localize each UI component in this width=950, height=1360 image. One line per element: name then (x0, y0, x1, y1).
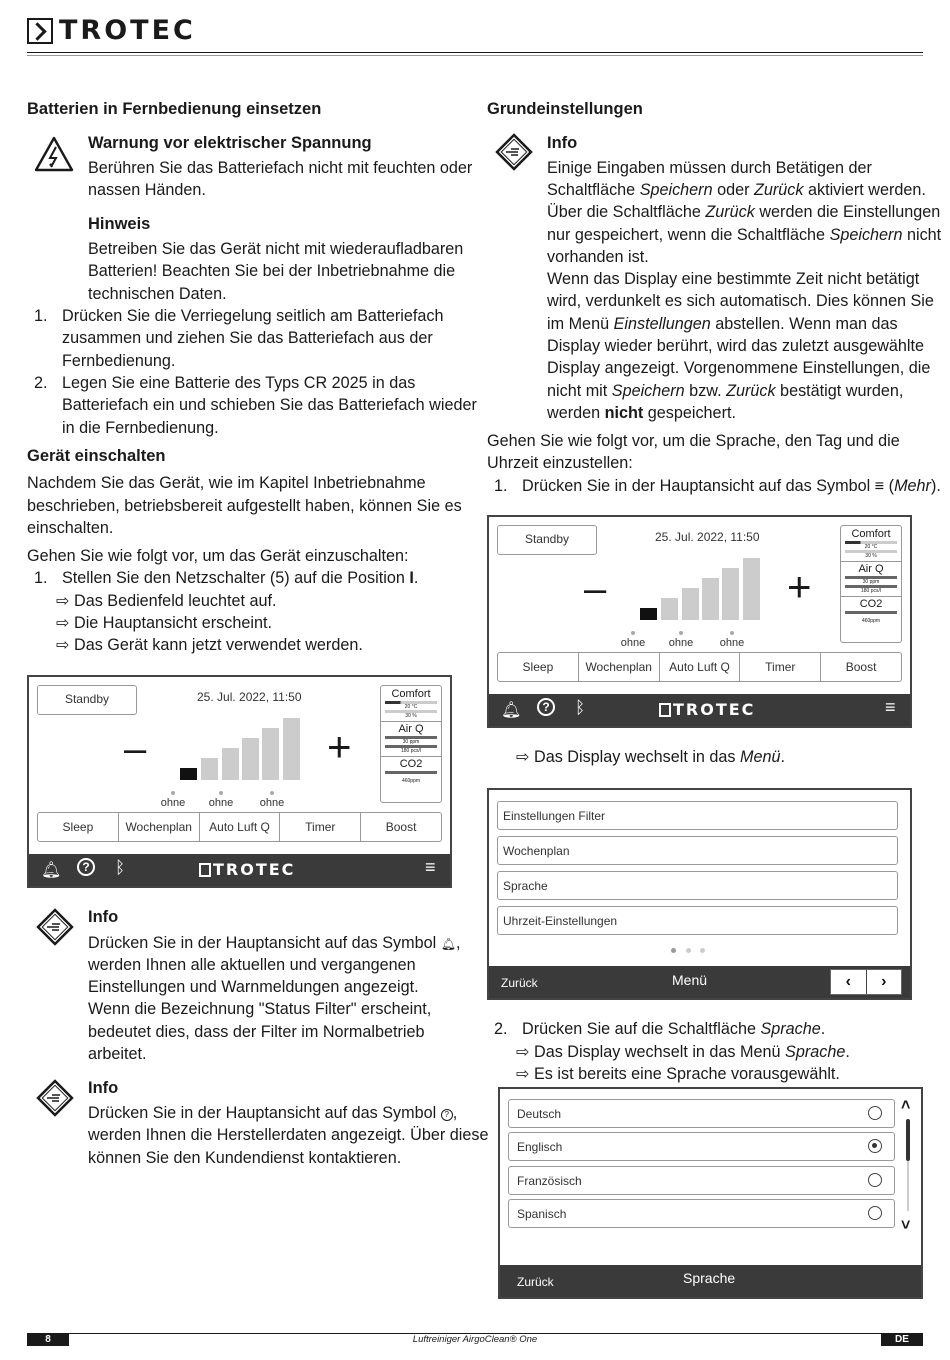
menu-icon[interactable]: ≡ (425, 857, 436, 877)
fan-level-bar (262, 728, 279, 780)
help-icon[interactable]: ? (537, 698, 555, 716)
airq-pcs: 180 pcs/l (860, 588, 881, 594)
warning-text-1: Berühren Sie das Batteriefach nicht mit feuchten oder (88, 159, 473, 177)
menu-icon: ≡ (874, 477, 885, 495)
menu-title: Menü (672, 972, 708, 988)
page-dot-active (671, 948, 676, 953)
ohne-label: ohne (668, 631, 694, 649)
info1-line-2: werden Ihnen alle aktuellen und vergangenen (88, 956, 416, 974)
mode-auto-luft-q[interactable]: Auto Luft Q (660, 653, 741, 681)
info-title: Info (547, 134, 578, 152)
airq-label[interactable]: Air Q (858, 563, 884, 575)
comfort-hum: 30 % (865, 553, 877, 559)
info1-line-3: Einstellungen und Warnmeldungen angezeigt. (88, 978, 419, 996)
scroll-up-icon[interactable]: ˄ (901, 1097, 911, 1114)
page-dot (686, 948, 691, 953)
airq-pcs: 180 pcs/l (400, 748, 421, 754)
info1-title: Info (88, 908, 119, 926)
status-dot (679, 631, 683, 635)
footer-title: Luftreiniger AirgoClean® One (412, 1334, 538, 1345)
info1-line-1: Drücken Sie in der Hauptansicht auf das Symbol 🔔︎, (88, 934, 461, 952)
result-arrow-icon: ⇨ (516, 1065, 530, 1083)
fan-level-bar (722, 568, 739, 620)
result-line: ⇨ Das Bedienfeld leuchtet auf. (56, 590, 276, 612)
plus-button[interactable]: + (787, 563, 812, 610)
footer-language: DE (881, 1334, 923, 1346)
bottom-toolbar (29, 854, 450, 886)
comfort-hum: 30 % (405, 713, 417, 719)
co2-label[interactable]: CO2 (399, 758, 423, 770)
radio-selected-icon[interactable] (868, 1139, 882, 1153)
back-button[interactable]: Zurück (501, 976, 538, 990)
bell-icon: 🔔︎ (440, 937, 456, 951)
info2-line-3: können Sie den Kundendienst kontaktieren. (88, 1149, 402, 1167)
language-footer-bar (500, 1265, 921, 1297)
language-screen (498, 1087, 923, 1299)
step1-line-1: Drücken Sie die Verriegelung seitlich am Batteriefach (62, 307, 444, 325)
bottom-toolbar (489, 694, 910, 726)
main-view-screen-left (27, 675, 452, 888)
status-panel (380, 685, 442, 803)
result-line: ⇨ Die Hauptansicht erscheint. (56, 612, 272, 634)
fan-level-bar (283, 718, 300, 780)
step1-line-3: Fernbedienung. (62, 352, 176, 370)
step-number: 1. (34, 569, 48, 587)
language-option-spanisch[interactable]: Spanisch (508, 1199, 895, 1228)
plus-button[interactable]: + (327, 723, 352, 770)
menu-item-time-settings[interactable]: Uhrzeit-Einstellungen (497, 906, 898, 935)
ohne-label: ohne (208, 791, 234, 809)
status-dot (631, 631, 635, 635)
step2-line-2: Batteriefach ein und schieben Sie das Batteriefach wieder (62, 396, 477, 414)
on-step-text: Stellen Sie den Netzschalter (5) auf die Position I. (62, 569, 419, 587)
step-number: 1. (494, 477, 508, 495)
scrollbar-track (907, 1161, 909, 1211)
language-title: Sprache (683, 1270, 736, 1286)
standby-button[interactable]: Standby (497, 525, 597, 555)
ohne-label: ohne (160, 791, 186, 809)
info-hand-icon (494, 132, 534, 172)
mode-bar (37, 812, 442, 842)
section-title-batteries: Batterien in Fernbedienung einsetzen (27, 100, 322, 118)
mode-sleep[interactable]: Sleep (38, 813, 119, 841)
co2-ppm: 460ppm (401, 778, 421, 784)
datetime: 25. Jul. 2022, 11:50 (197, 690, 302, 704)
result-line: ⇨ Das Display wechselt in das Menü Sprache. (516, 1041, 850, 1063)
info-line: nur gespeichert, wenn die Schaltfläche Speichern nicht (547, 226, 942, 244)
fan-level-bar (242, 738, 259, 780)
language-option-franzoesisch[interactable]: Französisch (508, 1166, 895, 1195)
help-icon: ? (441, 1109, 453, 1121)
status-dot (219, 791, 223, 795)
fan-level-bar (743, 558, 760, 620)
fan-level-bar (702, 578, 719, 620)
header-rule-thin (27, 55, 923, 56)
minus-button[interactable]: – (124, 727, 147, 771)
step2-line-3: in die Fernbedienung. (62, 419, 219, 437)
pager (830, 969, 902, 995)
bell-icon[interactable]: 🔔︎ (41, 862, 62, 879)
bell-icon[interactable]: 🔔︎ (501, 702, 522, 719)
mode-timer[interactable]: Timer (280, 813, 361, 841)
back-button[interactable]: Zurück (517, 1275, 554, 1289)
bluetooth-icon[interactable]: ᛒ (575, 698, 586, 717)
radio-icon[interactable] (868, 1106, 882, 1120)
info-line: wird, verdunkelt es sich automatisch. Dies können Sie (547, 292, 934, 310)
info-hand-icon (35, 1078, 75, 1118)
logo-mark-icon (27, 18, 53, 44)
datetime: 25. Jul. 2022, 11:50 (655, 530, 760, 544)
hint-line-3: technischen Daten. (88, 285, 227, 303)
step1-line-2: zusammen und ziehen Sie das Batteriefach aus der (62, 329, 433, 347)
intro-line-1: Nachdem Sie das Gerät, wie im Kapitel Inbetriebnahme (27, 474, 426, 492)
radio-icon[interactable] (868, 1173, 882, 1187)
section-title-switch-on: Gerät einschalten (27, 447, 166, 465)
info-line: Display wieder berührt, wird das zuletzt ausgewählte (547, 337, 924, 355)
mode-sleep[interactable]: Sleep (498, 653, 579, 681)
result-line: ⇨ Das Gerät kann jetzt verwendet werden. (56, 634, 363, 656)
hint-line-1: Betreiben Sie das Gerät nicht mit wiederaufladbaren (88, 240, 464, 258)
mode-boost[interactable]: Boost (385, 820, 417, 834)
step2-line-1: Legen Sie eine Batterie des Typs CR 2025 in das (62, 374, 416, 392)
page-number: 8 (27, 1334, 69, 1346)
electric-warning-icon (34, 136, 74, 172)
info-line: nicht mit Speichern bzw. Zurück bestätigt wurden, (547, 382, 904, 400)
step-number: 2. (34, 374, 48, 392)
fan-level-bar (640, 608, 657, 620)
logo-word: TROTEC (59, 15, 196, 46)
info1-line-4: Wenn die Bezeichnung "Status Filter" erscheint, (88, 1000, 432, 1018)
next-page-icon[interactable]: › (881, 973, 887, 990)
info2-line-2: werden Ihnen die Herstellerdaten angezeigt. Über diese (88, 1126, 489, 1144)
hint-line-2: Batterien! Beachten Sie bei der Inbetriebnahme die (88, 262, 456, 280)
page-dot (700, 948, 705, 953)
comfort-temp: 20 °C (404, 704, 418, 710)
comfort-label[interactable]: Comfort (391, 688, 431, 700)
step-number: 1. (34, 307, 48, 325)
co2-label[interactable]: CO2 (859, 598, 883, 610)
radio-icon[interactable] (868, 1206, 882, 1220)
menu-item-language[interactable]: Sprache (497, 871, 898, 900)
scrollbar-thumb[interactable] (906, 1119, 910, 1161)
mode-bar (497, 652, 902, 682)
warning-title: Warnung vor elektrischer Spannung (88, 134, 372, 152)
result-arrow-icon: ⇨ (56, 614, 70, 632)
info1-line-5: bedeutet dies, dass der Filter im Normalbetrieb (88, 1023, 425, 1041)
airq-ppm: 30 ppm (402, 739, 420, 745)
intro-line-3: einschalten. (27, 519, 114, 537)
mode-wochenplan[interactable]: Wochenplan (119, 813, 200, 841)
info-line: Schaltfläche Speichern oder Zurück aktiviert werden. (547, 181, 926, 199)
menu-item-filter-settings[interactable]: Einstellungen Filter (497, 801, 898, 830)
ohne-label: ohne (259, 791, 285, 809)
info-line: werden nicht gespeichert. (547, 404, 736, 422)
info-line: Display angezeigt. Vorgenommene Einstellungen, die (547, 359, 931, 377)
standby-button[interactable]: Standby (37, 685, 137, 715)
fan-level-bar (682, 588, 699, 620)
bluetooth-icon[interactable]: ᛒ (115, 858, 126, 877)
prev-page-icon[interactable]: ‹ (831, 970, 867, 994)
header-rule (27, 52, 923, 53)
menu-item-weekly-plan[interactable]: Wochenplan (497, 836, 898, 865)
co2-gauge (385, 771, 437, 774)
toolbar-logo: TROTEC (199, 860, 295, 879)
info-line: im Menü Einstellungen abstellen. Wenn man das (547, 315, 898, 333)
info2-line-1: Drücken Sie in der Hauptansicht auf das Symbol ? , (88, 1104, 458, 1122)
airq-label[interactable]: Air Q (398, 723, 424, 735)
status-dot (171, 791, 175, 795)
warning-text-2: nassen Händen. (88, 181, 206, 199)
comfort-label[interactable]: Comfort (851, 528, 891, 540)
info-line: Einige Eingaben müssen durch Betätigen der (547, 159, 872, 177)
language-option-deutsch[interactable]: Deutsch (508, 1099, 895, 1128)
info-line: Wenn das Display eine bestimmte Zeit nicht betätigt (547, 270, 920, 288)
howto-line: Gehen Sie wie folgt vor, um die Sprache, den Tag und die (487, 432, 900, 450)
fan-level-bar (222, 748, 239, 780)
section-title-basic-settings: Grundeinstellungen (487, 100, 643, 118)
main-view-screen-right (487, 515, 912, 728)
result-arrow-icon: ⇨ (516, 1043, 530, 1061)
comfort-temp: 20 °C (864, 544, 878, 550)
status-dot (730, 631, 734, 635)
fan-level-bar (661, 598, 678, 620)
info-line: Über die Schaltfläche Zurück werden die Einstellungen (547, 203, 941, 221)
intro-line-2: beschrieben, betriebsbereit aufgestellt haben, können Sie es (27, 497, 462, 515)
toolbar-logo: TROTEC (659, 700, 755, 719)
help-icon[interactable]: ? (77, 858, 95, 876)
minus-button[interactable]: – (584, 567, 607, 611)
howto-text: Gehen Sie wie folgt vor, um das Gerät einzuschalten: (27, 547, 409, 565)
mode-wochenplan[interactable]: Wochenplan (579, 653, 660, 681)
menu-icon[interactable]: ≡ (885, 697, 896, 717)
co2-ppm: 460ppm (861, 618, 881, 624)
info-hand-icon (35, 907, 75, 947)
scroll-down-icon[interactable]: ˅ (901, 1217, 911, 1234)
menu-screen (487, 788, 912, 1000)
fan-level-bar (201, 758, 218, 780)
ohne-label: ohne (719, 631, 745, 649)
step-number: 2. (494, 1020, 508, 1038)
fan-level-bar (180, 768, 197, 780)
mode-timer[interactable]: Timer (740, 653, 821, 681)
result-line: ⇨ Das Display wechselt in das Menü. (516, 746, 785, 768)
step1-text: Drücken Sie in der Hauptansicht auf das Symbol ≡ (Mehr). (522, 477, 941, 495)
language-option-englisch[interactable]: Englisch (508, 1132, 895, 1161)
info1-line-6: arbeitet. (88, 1045, 147, 1063)
status-panel (840, 525, 902, 643)
ohne-label: ohne (620, 631, 646, 649)
airq-ppm: 30 ppm (862, 579, 880, 585)
result-arrow-icon: ⇨ (56, 636, 70, 654)
info2-title: Info (88, 1079, 119, 1097)
result-line: ⇨ Es ist bereits eine Sprache vorausgewählt. (516, 1063, 840, 1085)
howto-line: Uhrzeit einzustellen: (487, 454, 633, 472)
result-arrow-icon: ⇨ (516, 748, 530, 766)
result-arrow-icon: ⇨ (56, 592, 70, 610)
mode-auto-luft-q[interactable]: Auto Luft Q (200, 813, 281, 841)
co2-gauge (845, 611, 897, 614)
menu-footer-bar (489, 966, 910, 998)
brand-logo (27, 15, 196, 46)
hint-title: Hinweis (88, 215, 151, 233)
status-dot (270, 791, 274, 795)
step2-text: Drücken Sie auf die Schaltfläche Sprache. (522, 1020, 826, 1038)
mode-boost[interactable]: Boost (845, 660, 877, 674)
info-line: vorhanden ist. (547, 248, 649, 266)
